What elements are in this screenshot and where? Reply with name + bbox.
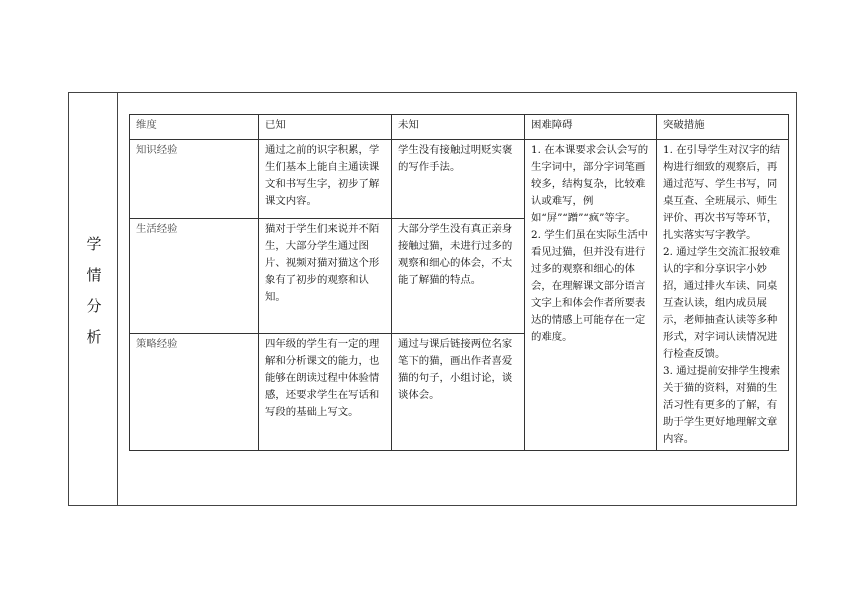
side-title-char: 析	[86, 328, 102, 346]
row-known: 四年级的学生有一定的理解和分析课文的能力，也能够在朗读过程中体验情感，还要求学生在写话和写段的基础上写文。	[259, 333, 392, 450]
side-title-column	[69, 93, 118, 505]
row-dimension: 生活经验	[130, 219, 259, 334]
header-known: 已知	[259, 115, 392, 140]
row-unknown: 大部分学生没有真正亲身接触过猫，未进行过多的观察和细心的体会，不太能了解猫的特点。	[392, 219, 525, 334]
row-dimension: 策略经验	[130, 333, 259, 450]
difficulty-cell	[525, 140, 657, 451]
analysis-table	[129, 114, 789, 451]
table-header-row	[130, 115, 789, 140]
row-unknown: 学生没有接触过明贬实褒的写作手法。	[392, 140, 525, 219]
measures-text: 1. 在引导学生对汉字的结构进行细致的观察后，再通过范写、学生书写，同桌互查、全班展示、师生评价、再次书写等环节，扎实落实写字教学。 2. 通过学生交流汇报较难认的字和分享识字小妙招，通过排火车读、同桌互查认读，组内成员展示，老师抽查认读等多种形式，对字词认读情况进行检查反馈。 3. 通过提前安排学生搜索关于猫的资料，对猫的生活习性有更多的了解，有助于学生更好地理解文章内容。	[663, 144, 781, 445]
row-dimension: 知识经验	[130, 140, 259, 219]
side-title	[85, 229, 103, 353]
header-measures: 突破措施	[657, 115, 789, 140]
table-row	[130, 140, 789, 219]
measures-cell	[657, 140, 789, 451]
side-title-char: 情	[86, 266, 102, 284]
row-known: 猫对于学生们来说并不陌生，大部分学生通过图片、视频对猫对猫这个形象有了初步的观察和认知。	[259, 219, 392, 334]
header-dimension: 维度	[130, 115, 259, 140]
difficulty-text: 1. 在本课要求会认会写的生字词中，部分字词笔画较多，结构复杂，比较难认或难写，例如“屏”“蹭”“疯”等字。 2. 学生们虽在实际生活中看见过猫，但并没有进行过多的观察和细心的体会，在理解课文部分语言文字上和体会作者所要表达的情感上可能存在一定的难度。	[531, 144, 649, 343]
side-title-char: 学	[86, 235, 102, 253]
row-unknown: 通过与课后链接两位名家笔下的猫，画出作者喜爱猫的句子，小组讨论，谈谈体会。	[392, 333, 525, 450]
side-title-char: 分	[86, 297, 102, 315]
header-difficulty: 困难障碍	[525, 115, 657, 140]
header-unknown: 未知	[392, 115, 525, 140]
row-known: 通过之前的识字积累，学生们基本上能自主通读课文和书写生字，初步了解课文内容。	[259, 140, 392, 219]
